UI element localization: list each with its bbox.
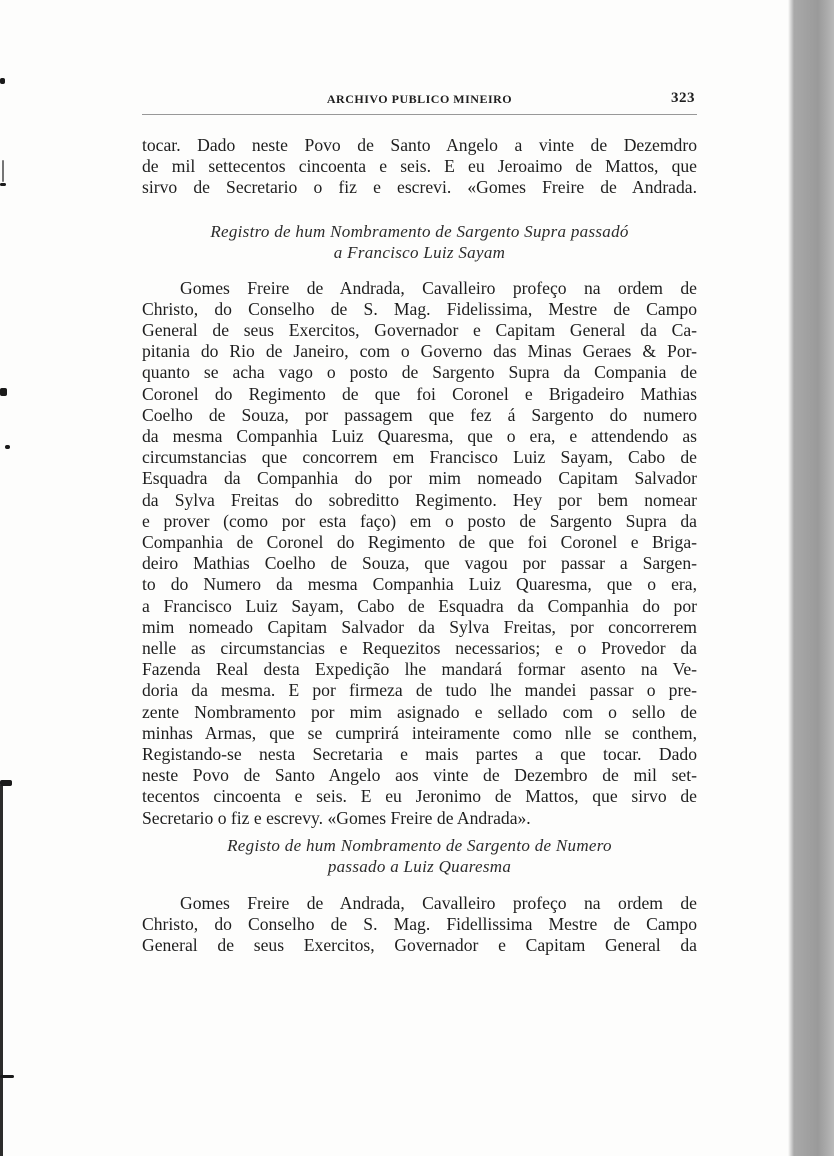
section-body-paragraph [142,278,697,829]
page-number: 323 [671,90,695,106]
heading-line: Registro de hum Nombramento de Sargento Supra passadó [210,221,629,241]
scan-left-edge-artifact [0,785,3,1156]
heading-line: passado a Luiz Quaresma [327,856,512,876]
running-title: ARCHIVO PUBLICO MINEIRO [326,92,513,106]
scan-page-edge-shadow [788,0,834,1156]
text-line: quanto se acha vago o posto de Sargento Supra da Compania de [142,362,697,383]
text-line: Fazenda Real desta Expedição lhe mandará formar asento na Ve- [142,659,697,680]
scan-speck [0,780,12,786]
text-line: Companhia de Coronel do Regimento de que foi Coronel e Briga- [142,532,697,553]
text-line: General de seus Exercitos, Governador e Capitam General da [142,935,697,956]
text-line: to do Numero da mesma Companhia Luiz Quaresma, que o era, [142,574,697,595]
text-line: da Sylva Freitas do sobreditto Regimento. Hey por bem nomear [142,489,697,510]
heading-line: a Francisco Luiz Sayam [333,242,506,262]
text-line: sirvo de Secretario o fiz e escrevi. «Gomes Freire de Andrada. [142,177,697,198]
text-line: circumstancias que concorrem em Francisco Luiz Sayam, Cabo de [142,447,697,468]
scan-speck [2,160,4,182]
text-line: Christo, do Conselho de S. Mag. Fidelissima, Mestre de Campo [142,298,697,319]
text-line: doria da mesma. E por firmeza de tudo lhe mandei passar o pre- [142,680,697,701]
text-line: tecentos cincoenta e seis. E eu Jeronimo de Mattos, que sirvo de [142,786,697,807]
text-line: neste Povo de Santo Angelo aos vinte de Dezembro de mil set- [142,765,697,786]
text-line: Coronel do Regimento de que foi Coronel e Brigadeiro Mathias [142,383,697,404]
header-rule [142,114,697,115]
text-line: pitania do Rio de Janeiro, com o Governo das Minas Geraes & Por- [142,341,697,362]
text-line: Gomes Freire de Andrada, Cavalleiro profeço na ordem de [180,277,697,298]
text-line: da mesma Companhia Luiz Quaresma, que o era, e attendendo as [142,426,697,447]
continuation-paragraph [142,135,697,199]
heading-line: Registo de hum Nombramento de Sargento de Numero [227,835,612,855]
section-body-paragraph [142,893,697,957]
scan-speck [5,445,10,449]
text-line: de mil settecentos cincoenta e seis. E eu Jeroaimo de Mattos, que [142,156,697,177]
text-line: mim nomeado Capitam Salvador da Sylva Freitas, por concorrerem [142,616,697,637]
text-line: tocar. Dado neste Povo de Santo Angelo a vinte de Dezemdro [142,135,697,155]
scan-speck [0,78,5,84]
text-line: a Francisco Luiz Sayam, Cabo de Esquadra da Companhia do por [142,595,697,616]
scan-speck [0,1075,14,1078]
scan-speck [0,388,7,396]
text-line: minhas Armas, que se cumprirá inteiramente como nlle se conthem, [142,722,697,743]
text-line: Secretario o fiz e escrevy. «Gomes Freire de Andrada». [142,807,531,828]
text-line: General de seus Exercitos, Governador e Capitam General da Ca- [142,320,697,341]
text-line: Christo, do Conselho de S. Mag. Fidellissima Mestre de Campo [142,914,697,935]
section-heading [142,835,697,877]
text-line: zente Nombramento por mim asignado e sellado com o sello de [142,701,697,722]
text-line: Esquadra da Companhia do por mim nomeado Capitam Salvador [142,468,697,489]
text-line: Coelho de Souza, por passagem que fez á Sargento do numero [142,404,697,425]
scan-speck [0,183,6,186]
text-line: Gomes Freire de Andrada, Cavalleiro profeço na ordem de [180,892,697,913]
document-page [142,88,697,957]
text-line: Registando-se nesta Secretaria e mais partes a que tocar. Dado [142,744,697,765]
text-line: e prover (como por esta faço) em o posto de Sargento Supra da [142,510,697,531]
running-header [142,88,697,110]
text-line: deiro Mathias Coelho de Souza, que vagou por passar a Sargen- [142,553,697,574]
text-line: nelle as circumstancias e Requezitos necessarios; e o Provedor da [142,638,697,659]
section-heading [142,221,697,263]
